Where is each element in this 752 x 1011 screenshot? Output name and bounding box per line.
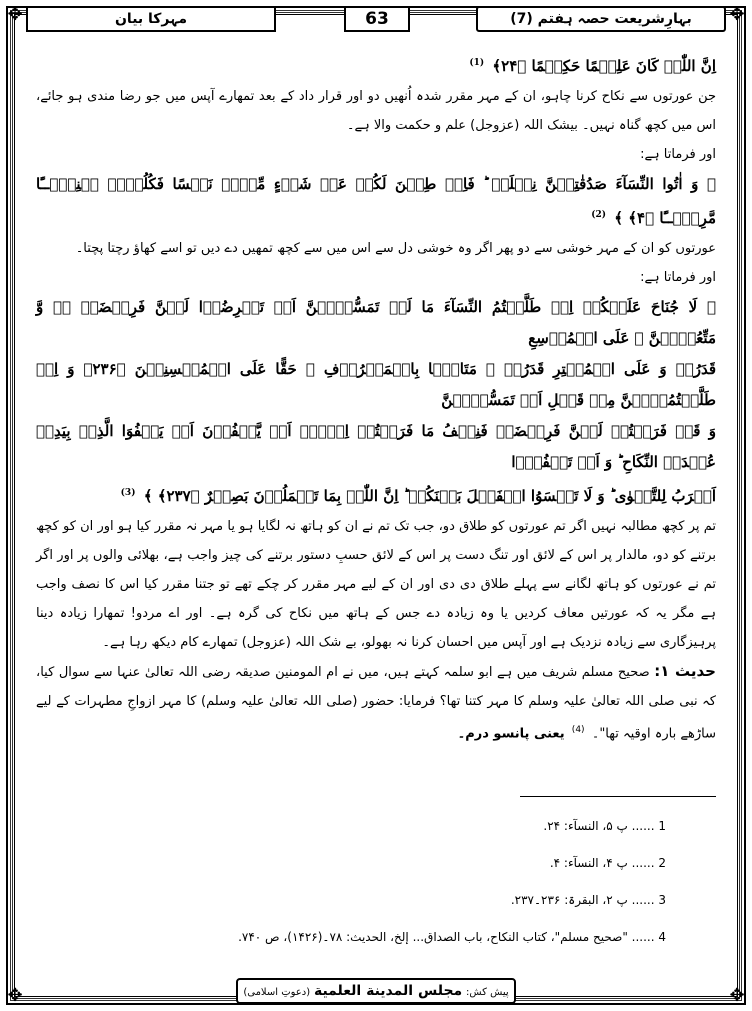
footnote-separator: [520, 796, 716, 797]
publisher-box: [236, 978, 516, 1004]
footnote-ref: (2): [591, 210, 606, 220]
corner-ornament-icon: ✥: [729, 985, 745, 1006]
footnote: 2 ...... پ ۴، النسآء: ۴.: [549, 856, 666, 870]
footnote: 4 ...... "صحیح مسلم"، کتاب النکاح، باب الصداق... إلخ، الحدیث: ۷۸۔(۱۴۲۶)، ص ۷۴۰.: [238, 930, 666, 944]
hadith-paragraph: [36, 657, 716, 748]
corner-ornament-icon: ✥: [7, 4, 23, 25]
verse-text: اِنَّ اللّٰہَ کَانَ عَلِیۡمًا حَکِیۡمًا ﴿۲۴﴾: [492, 57, 716, 75]
intro-line: اور فرماتا ہے:: [640, 147, 716, 162]
quran-verse-line: وَ قَدۡ فَرَضۡتُمۡ لَہُنَّ فَرِیۡضَۃً فَنِصۡفُ مَا فَرَضۡتُمۡ اِلَّاۤ اَنۡ یَّعۡفُوۡنَ اَوۡ یَعۡفُوَا الَّذِیۡ بِیَدِہٖ عُقۡدَۃُ النِّکَاحِ ؕ وَ اَنۡ تَعۡفُوۡۤا: [36, 422, 716, 471]
intro-line: اور فرماتا ہے:: [640, 270, 716, 285]
hadith-label: حدیث ۱:: [654, 662, 716, 680]
hadith-text: صحیح مسلم شریف میں ہے ابو سلمہ کہتے ہیں، میں نے ام المومنین صدیقہ رضی اللہ تعالیٰ عنہا سے سوال کیا، کہ نبی صلی اللہ تعالیٰ علیہ وسلم کا مہر کتنا تھا؟ فرمایا: حضور (صلی اللہ تعالیٰ علیہ وسلم) کا مہر ازواجِ مطہرات کے لیے ساڑھے بارہ اوقیہ تھا"۔: [36, 665, 716, 742]
corner-ornament-icon: ✥: [729, 4, 745, 25]
quran-verse: [36, 48, 716, 82]
footnotes: [36, 808, 716, 956]
footnote-ref: (3): [120, 488, 136, 498]
quran-verse-line: قَدَرُہٗ وَ عَلَی الۡمُقۡتِرِ قَدَرُہٗ ۚ مَتَاعًۢا بِالۡمَعۡرُوۡفِ ۚ حَقًّا عَلَی الۡمُحۡسِنِیۡنَ ﴿۲۳۶﴾ وَ اِنۡ طَلَّقۡتُمُوۡہُنَّ مِنۡ قَبۡلِ اَنۡ تَمَسُّوۡہُنَّ: [36, 360, 716, 409]
translation-paragraph: تم پر کچھ مطالبہ نہیں اگر تم عورتوں کو طلاق دو، جب تک تم نے ان کو ہاتھ نہ لگایا ہو یا مہر نہ مقرر کیا ہو اور ان کو کچھ برتنے کو دو، مالدار پر اس کے لائق اور تنگ دست پر اس کے لائق حسبِ دستور برتنے کی چیز واجب ہے، بھلائی والوں پر اور اگر تم نے عورتوں کو ہاتھ لگانے سے پہلے طلاق دی دی اور ان کے لیے مہر مقرر کر چکے تھے تو جتنا مقرر کیا اس کا نصف واجب ہے مگر یہ کہ عورتیں معاف کردیں یا وہ زیادہ دے جس کے ہاتھ میں نکاح کی گرہ ہے۔ اور اے مردو! تمھارا زیادہ دینا پرہیزگاری سے زیادہ نزدیک ہے اور آپس میں احسان کرنا نہ بھولو، بے شک اللہ (عزوجل) تمھارے کام دیکھ رہا ہے۔: [36, 519, 716, 650]
translation-paragraph: عورتوں کو ان کے مہر خوشی سے دو پھر اگر وہ خوشی دل سے اس میں سے کچھ تمھیں دے دیں تو اسے کھاؤ رچتا پچتا۔: [75, 241, 716, 256]
publisher-org: (دعوتِ اسلامی): [243, 987, 311, 998]
verse-text: ﴿ وَ اٰتُوا النِّسَآءَ صَدُقٰتِہِنَّ نِحۡلَۃً ؕ فَاِنۡ طِبۡنَ لَکُمۡ عَنۡ شَیۡءٍ مِّنۡہُ نَفۡسًا فَکُلُوۡہُ ہَنِیۡٓــًٔا مَّرِیۡٓــًٔا ﴿۴﴾ ﴾: [36, 175, 716, 227]
quran-verse-line: ﴿ لَا جُنَاحَ عَلَیۡکُمۡ اِنۡ طَلَّقۡتُمُ النِّسَآءَ مَا لَمۡ تَمَسُّوۡہُنَّ اَوۡ تَفۡرِضُوۡا لَہُنَّ فَرِیۡضَۃً ۚۖ وَّ مَتِّعُوۡہُنَّ ۚ عَلَی الۡمُوۡسِعِ: [36, 298, 716, 347]
page-header: [26, 4, 726, 34]
footnote: 3 ...... پ ۲، البقرۃ: ۲۳۶۔۲۳۷.: [510, 893, 666, 907]
quran-verse: [36, 169, 716, 234]
hadith-tail: یعنی پانسو درم۔: [457, 726, 565, 742]
main-text: [36, 48, 716, 748]
corner-ornament-icon: ✥: [7, 985, 23, 1006]
page-number: 63: [344, 6, 410, 32]
verse-text: اَقۡرَبُ لِلتَّقۡوٰی ؕ وَ لَا تَنۡسَوُا الۡفَضۡلَ بَیۡنَکُمۡ ؕ اِنَّ اللّٰہَ بِمَا تَعۡمَلُوۡنَ بَصِیۡرٌ ﴿۲۳۷﴾ ﴾: [143, 487, 716, 505]
book-title: بہارِشریعت حصہ ہفتم (7): [476, 6, 726, 32]
publisher-name: مجلس المدینة العلمیة: [313, 983, 463, 999]
footnote-ref: (1): [469, 58, 485, 68]
translation-paragraph: جن عورتوں سے نکاح کرنا چاہو، ان کے مہر مقرر شدہ اُنھیں دو اور قرار داد کے بعد تمھارے آپس میں جو رضا مندی ہو جائے، اس میں کچھ گناہ نہیں۔ بیشک اللہ (عزوجل) علم و حکمت والا ہے۔: [36, 89, 716, 133]
footnote: 1 ...... پ ۵، النسآء: ۲۴.: [543, 819, 666, 833]
chapter-title: مہرکا بیان: [26, 6, 276, 32]
footnote-ref: (4): [571, 725, 585, 735]
presented-by: پیش کش:: [466, 987, 509, 998]
page-footer: [0, 978, 752, 1006]
quran-verse-line: [36, 478, 716, 512]
